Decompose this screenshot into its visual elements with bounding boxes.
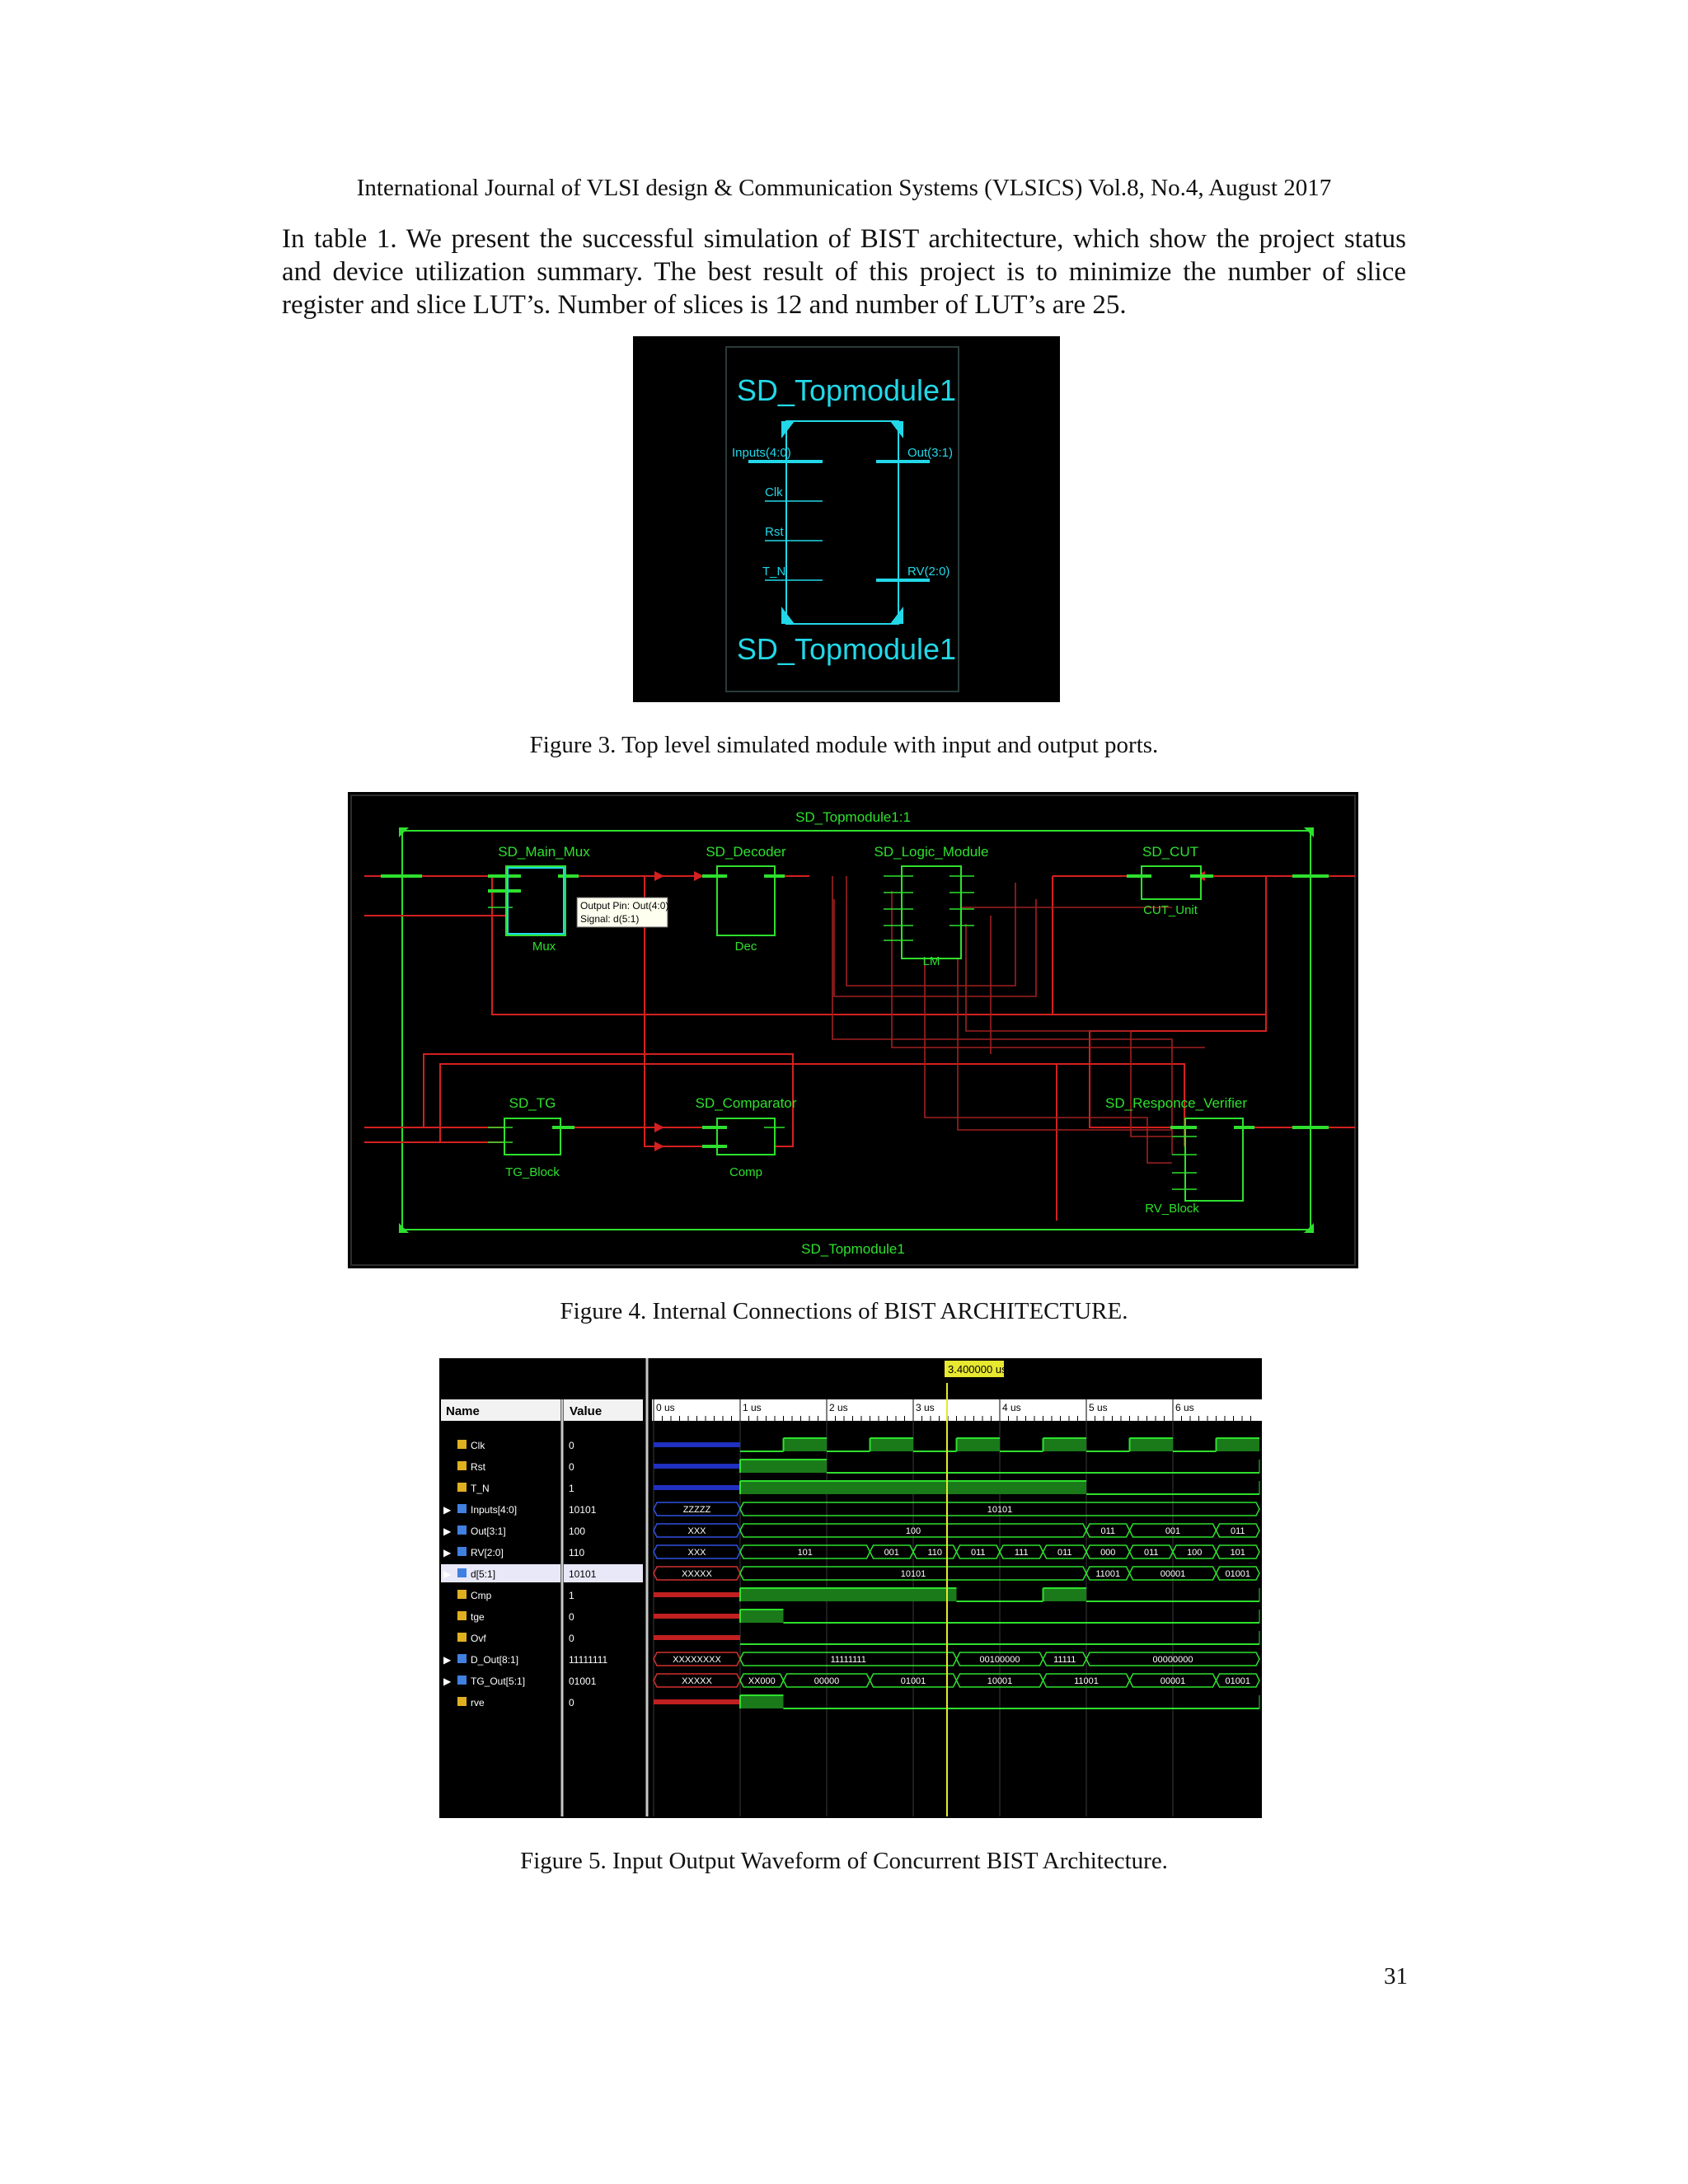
block-responce-verifier xyxy=(1105,1095,1254,1216)
signal-name[interactable]: d[5:1] xyxy=(471,1568,496,1580)
expand-arrow-icon[interactable]: ▶ xyxy=(443,1504,452,1516)
svg-text:Comp: Comp xyxy=(729,1165,763,1179)
bus-value-label: 110 xyxy=(927,1548,943,1558)
signal-name[interactable]: RV[2:0] xyxy=(471,1547,504,1558)
journal-header: International Journal of VLSI design & Communication Systems (VLSICS) Vol.8, No.4, August 2017 xyxy=(356,175,1332,201)
cursor-label: 3.400000 us xyxy=(948,1363,1007,1376)
bus-value-label: 101 xyxy=(797,1548,813,1558)
block-cut xyxy=(1127,844,1213,917)
bus-value-label: 01001 xyxy=(900,1676,926,1686)
bus-value-label: 00000000 xyxy=(1152,1655,1193,1665)
bus-value-label: 001 xyxy=(884,1548,899,1558)
signal-icon xyxy=(457,1440,467,1449)
svg-text:SD_Comparator: SD_Comparator xyxy=(695,1095,797,1111)
bus-value-label: 011 xyxy=(970,1548,986,1558)
port-inputs: Inputs(4:0) xyxy=(732,446,791,460)
bus-value-label: 101 xyxy=(1230,1548,1245,1558)
svg-text:SD_Main_Mux: SD_Main_Mux xyxy=(498,844,590,860)
bus-value-label: XXX xyxy=(687,1526,706,1536)
time-tick: 2 us xyxy=(829,1402,848,1413)
figure-5-waveform xyxy=(439,1358,1262,1818)
signal-value: 1 xyxy=(569,1590,574,1601)
module-title-bottom: SD_Topmodule1 xyxy=(736,632,957,666)
svg-text:RV_Block: RV_Block xyxy=(1145,1202,1199,1216)
time-tick: 5 us xyxy=(1089,1402,1108,1413)
bus-value-label: 10101 xyxy=(987,1505,1013,1515)
bus-value-label: 00001 xyxy=(1160,1569,1186,1579)
time-tick: 6 us xyxy=(1175,1402,1194,1413)
port-tn: T_N xyxy=(762,565,786,579)
bus-icon xyxy=(457,1675,467,1685)
schematic-title-top: SD_Topmodule1:1 xyxy=(795,809,911,825)
expand-arrow-icon[interactable]: ▶ xyxy=(443,1526,452,1537)
block-comparator xyxy=(696,1095,797,1179)
bus-value-label: 001 xyxy=(1165,1526,1181,1536)
signal-name[interactable]: Rst xyxy=(471,1461,485,1473)
signal-value: 11111111 xyxy=(569,1654,608,1666)
figure-3-top-module xyxy=(633,336,1060,702)
svg-text:TG_Block: TG_Block xyxy=(505,1165,560,1179)
block-main-mux xyxy=(488,844,590,954)
signal-name[interactable]: Out[3:1] xyxy=(471,1526,506,1537)
figure-3-caption: Figure 3. Top level simulated module with input and output ports. xyxy=(529,732,1159,758)
signal-icon xyxy=(457,1590,467,1599)
bus-value-label: XXXXX xyxy=(682,1569,712,1579)
bus-value-label: XXXXX xyxy=(682,1676,712,1686)
signal-name[interactable]: Cmp xyxy=(471,1590,492,1601)
block-decoder xyxy=(702,844,786,954)
svg-text:SD_Logic_Module: SD_Logic_Module xyxy=(874,844,989,860)
bus-icon xyxy=(457,1654,467,1663)
expand-arrow-icon[interactable]: ▶ xyxy=(443,1654,452,1666)
port-rv: RV(2:0) xyxy=(907,565,950,579)
bus-value-label: 01001 xyxy=(1225,1676,1251,1686)
signal-value: 01001 xyxy=(569,1675,597,1687)
signal-icon xyxy=(457,1611,467,1620)
signal-value: 0 xyxy=(569,1611,574,1623)
signal-value: 100 xyxy=(569,1526,586,1537)
bus-value-label: 00001 xyxy=(1160,1676,1186,1686)
signal-name[interactable]: Clk xyxy=(471,1440,485,1451)
expand-arrow-icon[interactable]: ▶ xyxy=(443,1547,452,1558)
name-header: Name xyxy=(446,1404,480,1418)
expand-arrow-icon[interactable]: ▶ xyxy=(443,1568,452,1580)
bus-value-label: 11001 xyxy=(1074,1676,1099,1686)
body-paragraph: In table 1. We present the successful simulation of BIST architecture, which show the project status and device utilization summary. The best result of this project is to minimize the number of slice register and slice LUT’s. Number of slices is 12 and number of LUT’s are 25. xyxy=(282,224,1406,320)
signal-value: 0 xyxy=(569,1633,574,1644)
bus-value-label: 00000 xyxy=(814,1676,840,1686)
svg-text:SD_Responce_Verifier: SD_Responce_Verifier xyxy=(1105,1095,1247,1111)
bus-value-label: 011 xyxy=(1057,1548,1072,1558)
bus-value-label: 10101 xyxy=(900,1569,926,1579)
figure-4-caption: Figure 4. Internal Connections of BIST ARCHITECTURE. xyxy=(560,1298,1128,1324)
signal-value: 0 xyxy=(569,1697,574,1708)
figure-5-caption: Figure 5. Input Output Waveform of Concurrent BIST Architecture. xyxy=(520,1848,1168,1874)
bus-value-label: 11001 xyxy=(1095,1569,1121,1579)
port-rst: Rst xyxy=(765,525,784,539)
bus-value-label: 11111111 xyxy=(830,1655,866,1665)
signal-name[interactable]: T_N xyxy=(471,1483,490,1494)
bus-icon xyxy=(457,1547,467,1556)
svg-text:SD_CUT: SD_CUT xyxy=(1142,844,1199,860)
signal-name[interactable]: Ovf xyxy=(471,1633,486,1644)
svg-text:SD_TG: SD_TG xyxy=(509,1095,556,1111)
bus-value-label: 011 xyxy=(1230,1526,1245,1536)
bus-icon xyxy=(457,1568,467,1577)
signal-icon xyxy=(457,1461,467,1470)
signal-value: 10101 xyxy=(569,1504,597,1516)
svg-text:Output Pin: Out(4:0) =>: Output Pin: Out(4:0) => xyxy=(580,900,683,912)
svg-text:CUT_Unit: CUT_Unit xyxy=(1143,903,1198,917)
svg-text:SD_Decoder: SD_Decoder xyxy=(706,844,786,860)
bus-value-label: XXXXXXXX xyxy=(673,1655,721,1665)
value-header: Value xyxy=(570,1404,603,1418)
bus-value-label: 111 xyxy=(1014,1548,1029,1558)
signal-name[interactable]: Inputs[4:0] xyxy=(471,1504,518,1516)
bus-icon xyxy=(457,1526,467,1535)
bus-value-label: 11111 xyxy=(1053,1655,1076,1665)
bus-value-label: XX000 xyxy=(748,1676,776,1686)
port-out: Out(3:1) xyxy=(907,446,954,460)
module-title-top: SD_Topmodule1 xyxy=(736,373,957,407)
signal-value: 110 xyxy=(569,1547,585,1558)
signal-value: 0 xyxy=(569,1440,574,1451)
bus-value-label: 10001 xyxy=(987,1676,1013,1686)
time-tick: 0 us xyxy=(656,1402,675,1413)
bus-value-label: 100 xyxy=(1187,1548,1203,1558)
svg-text:Mux: Mux xyxy=(532,940,556,954)
signal-icon xyxy=(457,1483,467,1492)
bus-value-label: 011 xyxy=(1100,1526,1116,1536)
signal-icon xyxy=(457,1633,467,1642)
bus-value-label: 100 xyxy=(905,1526,921,1536)
time-tick: 4 us xyxy=(1002,1402,1021,1413)
bus-value-label: 011 xyxy=(1143,1548,1159,1558)
time-tick: 1 us xyxy=(743,1402,762,1413)
bus-value-label: 01001 xyxy=(1225,1569,1251,1579)
expand-arrow-icon[interactable]: ▶ xyxy=(443,1675,452,1687)
page-number: 31 xyxy=(1384,1963,1408,1990)
signal-value: 1 xyxy=(569,1483,574,1494)
port-clk: Clk xyxy=(765,485,783,499)
bus-icon xyxy=(457,1504,467,1513)
signal-name[interactable]: rve xyxy=(471,1697,485,1708)
schematic-title-bottom: SD_Topmodule1 xyxy=(801,1241,905,1257)
bus-value-label: ZZZZZ xyxy=(682,1505,711,1515)
time-tick: 3 us xyxy=(916,1402,935,1413)
block-tg xyxy=(488,1095,574,1179)
signal-name[interactable]: tge xyxy=(471,1611,485,1623)
svg-text:LM: LM xyxy=(922,954,940,968)
svg-text:Dec: Dec xyxy=(734,940,757,954)
pin-tooltip xyxy=(577,898,683,927)
signal-name[interactable]: D_Out[8:1] xyxy=(471,1654,519,1666)
signal-icon xyxy=(457,1697,467,1706)
svg-text:Signal: d(5:1): Signal: d(5:1) xyxy=(580,913,640,925)
signal-value: 0 xyxy=(569,1461,574,1473)
bus-value-label: 000 xyxy=(1100,1548,1116,1558)
signal-value: 10101 xyxy=(569,1568,597,1580)
bus-value-label: XXX xyxy=(687,1548,706,1558)
bus-value-label: 00100000 xyxy=(979,1655,1020,1665)
signal-name[interactable]: TG_Out[5:1] xyxy=(471,1675,526,1687)
figure-4-schematic xyxy=(348,792,1358,1268)
